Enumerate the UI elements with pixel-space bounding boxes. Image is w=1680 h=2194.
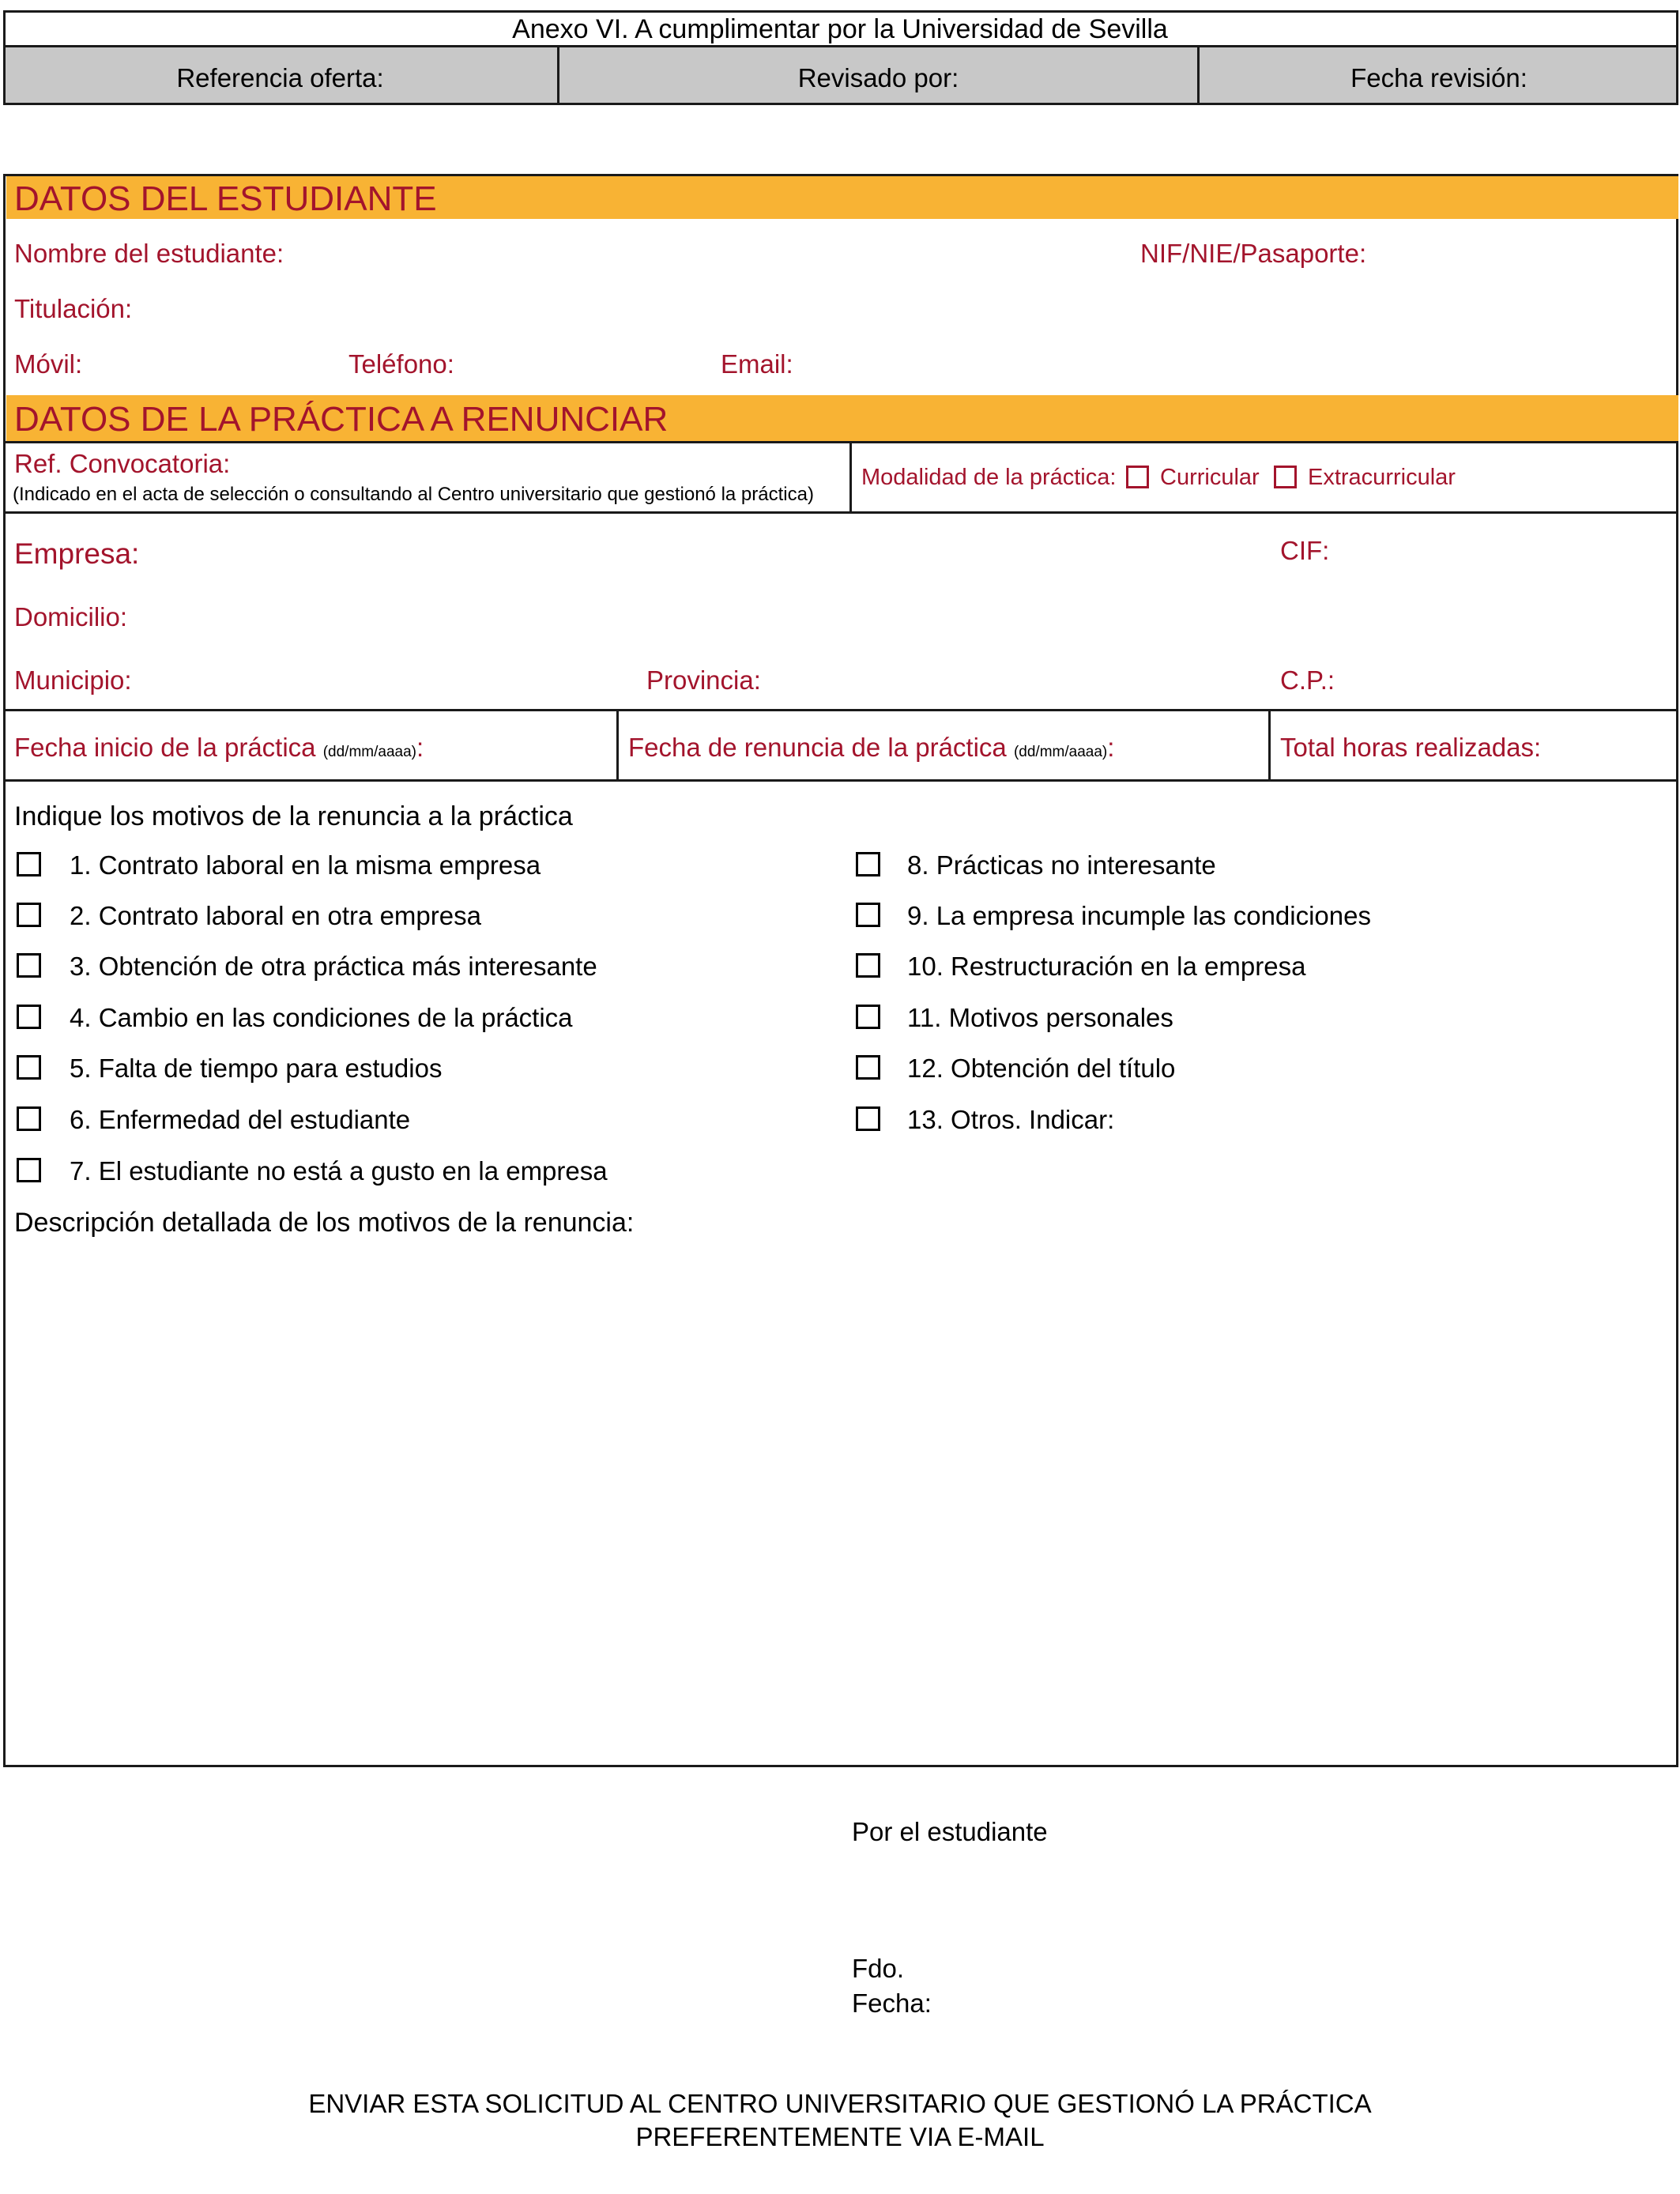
dates-row-top-line	[3, 709, 1678, 711]
reason-7-checkbox[interactable]	[17, 1158, 41, 1182]
student-id-label: NIF/NIE/Pasaporte:	[1140, 239, 1367, 268]
reason-4-label: 4. Cambio en las condiciones de la práctica	[70, 1003, 573, 1032]
reason-6-checkbox[interactable]	[17, 1106, 41, 1131]
review-date-label: Fecha revisión:	[1350, 63, 1527, 92]
curricular-option-label: Curricular	[1160, 465, 1260, 490]
reason-2-label: 2. Contrato laboral en otra empresa	[70, 901, 481, 930]
reason-3-label: 3. Obtención de otra práctica más interesante	[70, 952, 597, 981]
dates-divider-1	[616, 709, 619, 782]
company-label: Empresa:	[14, 537, 140, 570]
mobile-label: Móvil:	[14, 349, 83, 379]
signed-label: Fdo.	[852, 1954, 905, 1983]
student-section-title: DATOS DEL ESTUDIANTE	[14, 179, 437, 218]
dates-divider-2	[1268, 709, 1271, 782]
reason-5-label: 5. Falta de tiempo para estudios	[70, 1054, 443, 1083]
reason-4-checkbox[interactable]	[17, 1005, 41, 1029]
phone-label: Teléfono:	[348, 349, 454, 379]
reason-1-checkbox[interactable]	[17, 852, 41, 876]
email-label: Email:	[721, 349, 793, 379]
reason-11-checkbox[interactable]	[856, 1005, 880, 1029]
ref-modality-divider	[849, 441, 852, 514]
extracurricular-option-label: Extracurricular	[1308, 465, 1456, 490]
footer-line-1: ENVIAR ESTA SOLICITUD AL CENTRO UNIVERSITARIO QUE GESTIONÓ LA PRÁCTICA	[308, 2089, 1372, 2118]
address-label: Domicilio:	[14, 602, 128, 631]
annex-title: Anexo VI. A cumplimentar por la Universidad de Sevilla	[512, 14, 1168, 44]
start-date-text: Fecha inicio de la práctica	[14, 733, 316, 762]
reason-12-label: 12. Obtención del título	[907, 1054, 1176, 1083]
reason-8-checkbox[interactable]	[856, 852, 880, 876]
practice-section-title: DATOS DE LA PRÁCTICA A RENUNCIAR	[14, 400, 669, 439]
extracurricular-checkbox[interactable]	[1274, 466, 1297, 488]
description-label: Descripción detallada de los motivos de la renuncia:	[14, 1208, 635, 1238]
reason-10-label: 10. Restructuración en la empresa	[907, 952, 1306, 981]
by-student-label: Por el estudiante	[852, 1817, 1048, 1846]
renounce-date-colon: :	[1107, 733, 1115, 762]
practice-section-header	[6, 395, 1678, 441]
description-area[interactable]	[8, 1249, 1674, 1762]
postal-code-label: C.P.:	[1280, 665, 1335, 695]
renounce-date-text: Fecha de renuncia de la práctica	[628, 733, 1007, 762]
call-reference-label: Ref. Convocatoria:	[14, 449, 231, 478]
start-date-label	[14, 734, 424, 760]
practice-header-bottom-line	[3, 441, 1678, 443]
reason-2-checkbox[interactable]	[17, 903, 41, 927]
ref-modality-bottom-line	[3, 511, 1678, 514]
student-name-label: Nombre del estudiante:	[14, 239, 284, 268]
degree-label: Titulación:	[14, 294, 133, 323]
annex-row-divider	[3, 45, 1678, 47]
start-date-colon: :	[416, 733, 424, 762]
province-label: Provincia:	[646, 665, 761, 695]
reason-10-checkbox[interactable]	[856, 953, 880, 978]
reason-8-label: 8. Prácticas no interesante	[907, 850, 1216, 880]
reason-5-checkbox[interactable]	[17, 1055, 41, 1080]
reason-1-label: 1. Contrato laboral en la misma empresa	[70, 850, 541, 880]
reason-7-label: 7. El estudiante no está a gusto en la empresa	[70, 1156, 608, 1186]
renounce-date-label	[628, 734, 1114, 760]
date-label: Fecha:	[852, 1989, 932, 2018]
reason-9-label: 9. La empresa incumple las condiciones	[907, 901, 1371, 930]
curricular-checkbox[interactable]	[1126, 466, 1149, 488]
reason-12-checkbox[interactable]	[856, 1055, 880, 1080]
student-section-header	[6, 176, 1678, 219]
reason-3-checkbox[interactable]	[17, 953, 41, 978]
reasons-prompt: Indique los motivos de la renuncia a la práctica	[14, 801, 573, 831]
reason-9-checkbox[interactable]	[856, 903, 880, 927]
reviewed-by-label: Revisado por:	[797, 63, 959, 92]
start-date-format: (dd/mm/aaaa)	[322, 744, 416, 760]
dates-row-bottom-line	[3, 779, 1678, 782]
reason-13-checkbox[interactable]	[856, 1106, 880, 1131]
reason-6-label: 6. Enfermedad del estudiante	[70, 1105, 411, 1134]
renounce-date-format: (dd/mm/aaaa)	[1013, 744, 1108, 760]
municipality-label: Municipio:	[14, 665, 132, 695]
reference-offer-label: Referencia oferta:	[176, 63, 384, 92]
reason-11-label: 11. Motivos personales	[907, 1003, 1173, 1032]
reason-13-label: 13. Otros. Indicar:	[907, 1105, 1115, 1134]
total-hours-label: Total horas realizadas:	[1280, 733, 1542, 762]
modality-label: Modalidad de la práctica:	[861, 465, 1117, 490]
footer-line-2: PREFERENTEMENTE VIA E-MAIL	[635, 2122, 1045, 2151]
call-reference-hint: (Indicado en el acta de selección o consultando al Centro universitario que gestionó la práctica)	[13, 484, 814, 505]
cif-label: CIF:	[1280, 536, 1330, 565]
